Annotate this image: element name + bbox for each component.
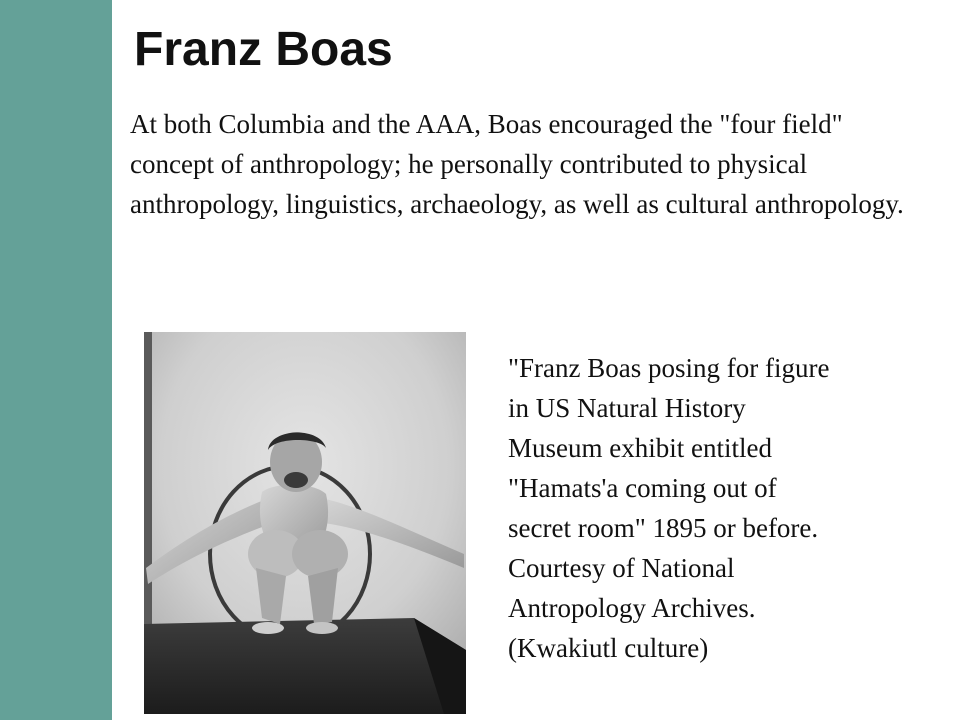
slide-title: Franz Boas: [134, 23, 393, 76]
boas-photograph: [144, 332, 466, 714]
slide-body-text: At both Columbia and the AAA, Boas encouraged the "four field" concept of anthropology; he personally contributed to physical anthropology, linguistics, archaeology, as well as cultural anthropology.: [130, 109, 904, 219]
side-accent-bar: [0, 0, 112, 720]
photo-caption: "Franz Boas posing for figure in US Natural History Museum exhibit entitled "Hamats'a coming out of secret room" 1895 or before. Courtesy of National Antropology Archives. (Kwakiutl culture): [508, 353, 830, 663]
